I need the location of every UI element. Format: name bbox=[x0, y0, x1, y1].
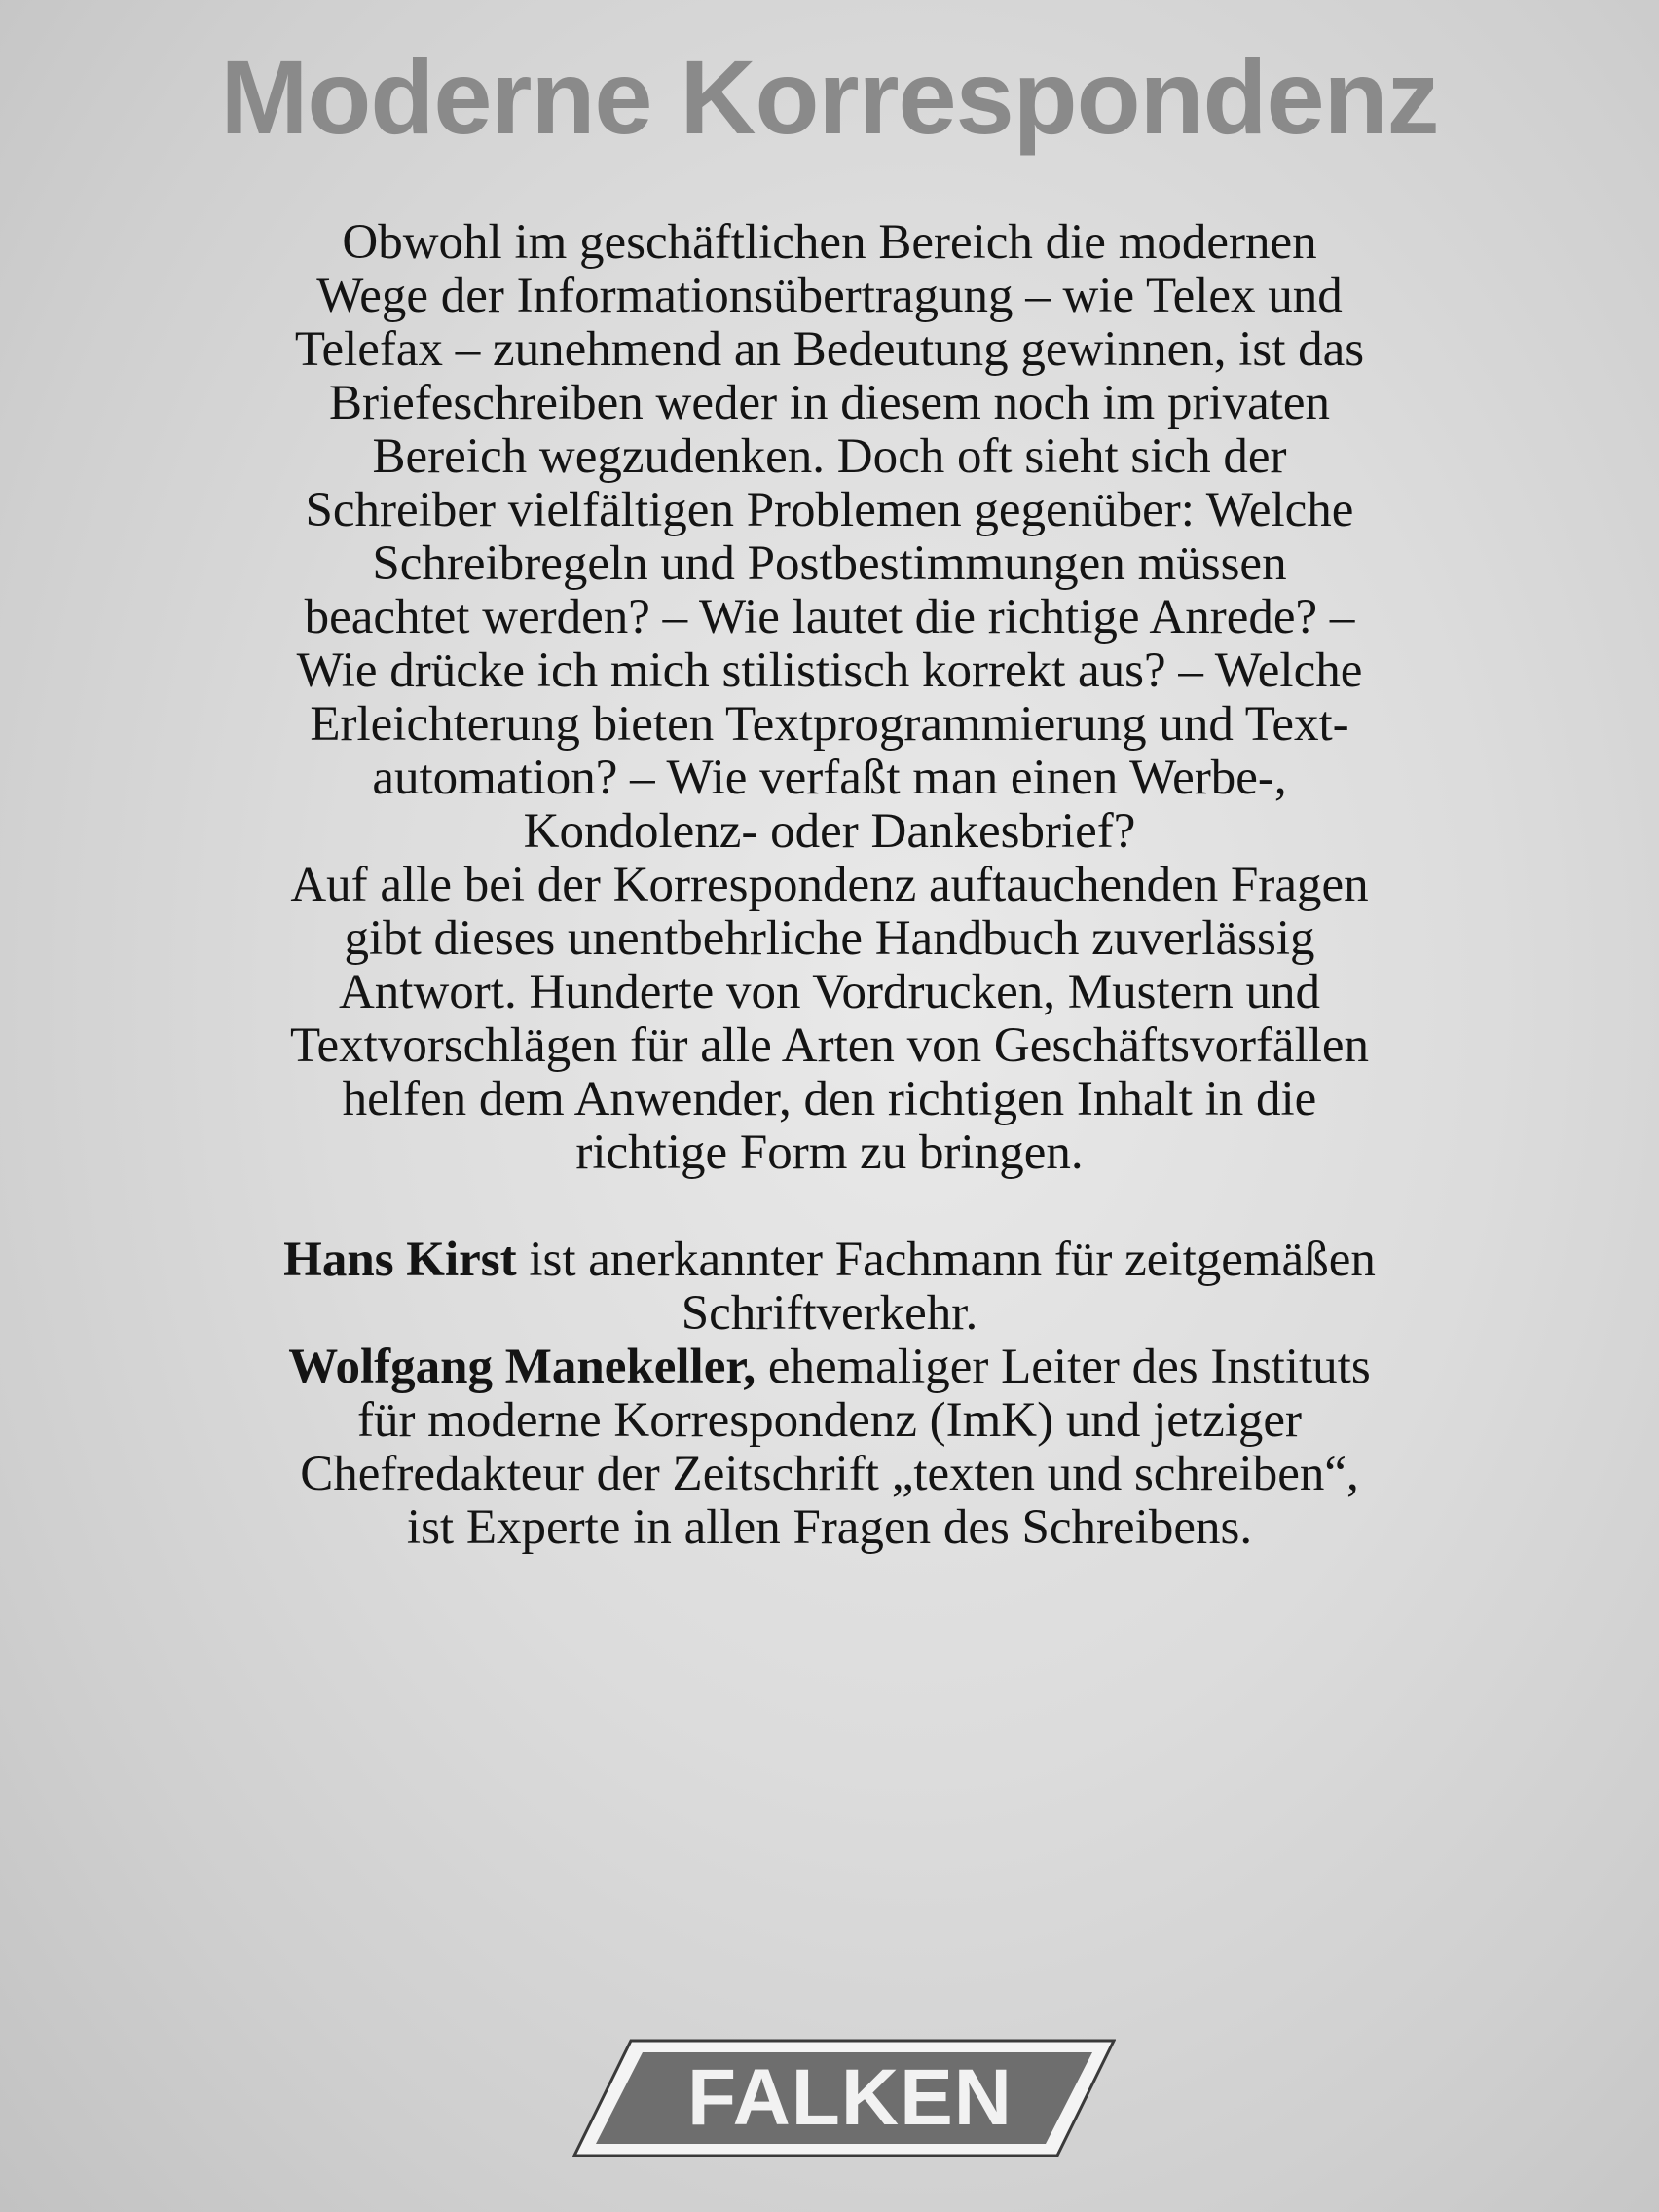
description-line: richtige Form zu bringen. bbox=[575, 1125, 1084, 1180]
description-line: Erleichterung bieten Textprogrammierung und Text- bbox=[310, 697, 1349, 752]
book-title: Moderne Korrespondenz bbox=[220, 38, 1439, 156]
description-line: Schreibregeln und Postbestimmungen müssen bbox=[372, 536, 1287, 591]
description-line: helfen dem Anwender, den richtigen Inhalt in die bbox=[342, 1072, 1317, 1126]
author-bio-line: ist Experte in allen Fragen des Schreibens. bbox=[406, 1500, 1253, 1555]
description-line: automation? – Wie verfaßt man einen Werbe-, bbox=[372, 751, 1287, 805]
description-line: Bereich wegzudenken. Doch oft sieht sich der bbox=[372, 429, 1287, 484]
description-line: Schreiber vielfältigen Problemen gegenüber: Welche bbox=[305, 483, 1354, 537]
description-line: Telefax – zunehmend an Bedeutung gewinnen, ist das bbox=[294, 322, 1365, 377]
description-line: Wie drücke ich mich stilistisch korrekt aus? – Welche bbox=[296, 644, 1363, 698]
logo-wordmark: FALKEN bbox=[687, 2053, 1013, 2142]
description-paragraph bbox=[195, 216, 1464, 1180]
description-line: gibt dieses unentbehrliche Handbuch zuverlässig bbox=[344, 911, 1315, 966]
back-cover-blurb bbox=[195, 216, 1464, 1555]
description-line: Kondolenz- oder Dankesbrief? bbox=[523, 804, 1136, 859]
description-line: Obwohl im geschäftlichen Bereich die modernen bbox=[342, 215, 1317, 270]
author-name: Hans Kirst bbox=[283, 1233, 517, 1287]
author-bio-manekeller bbox=[195, 1341, 1464, 1555]
author-bio-line: Chefredakteur der Zeitschrift „texten und schreiben“, bbox=[300, 1447, 1359, 1501]
description-line: Textvorschlägen für alle Arten von Geschäftsvorfällen bbox=[289, 1018, 1370, 1073]
author-bio-line bbox=[195, 1341, 1464, 1394]
falken-publisher-logo bbox=[572, 2039, 1116, 2157]
description-line: Antwort. Hunderte von Vordrucken, Mustern und bbox=[338, 965, 1321, 1019]
paragraph-spacer bbox=[195, 1180, 1464, 1234]
description-line: beachtet werden? – Wie lautet die richtige Anrede? – bbox=[304, 590, 1355, 645]
author-bio-line: Schriftverkehr. bbox=[681, 1286, 978, 1341]
author-bio-line bbox=[195, 1234, 1464, 1287]
author-name: Wolfgang Manekeller, bbox=[288, 1340, 756, 1394]
author-bio-text: ehemaliger Leiter des Instituts bbox=[756, 1340, 1371, 1394]
description-line: Briefeschreiben weder in diesem noch im privaten bbox=[328, 376, 1331, 430]
author-bio-text: ist anerkannter Fachmann für zeitgemäßen bbox=[516, 1233, 1376, 1287]
author-bio-line: für moderne Korrespondenz (ImK) und jetziger bbox=[356, 1393, 1303, 1448]
description-line: Auf alle bei der Korrespondenz auftauchenden Fragen bbox=[290, 858, 1369, 912]
description-line: Wege der Informationsübertragung – wie Telex und bbox=[316, 269, 1343, 323]
author-bio-kirst bbox=[195, 1234, 1464, 1341]
